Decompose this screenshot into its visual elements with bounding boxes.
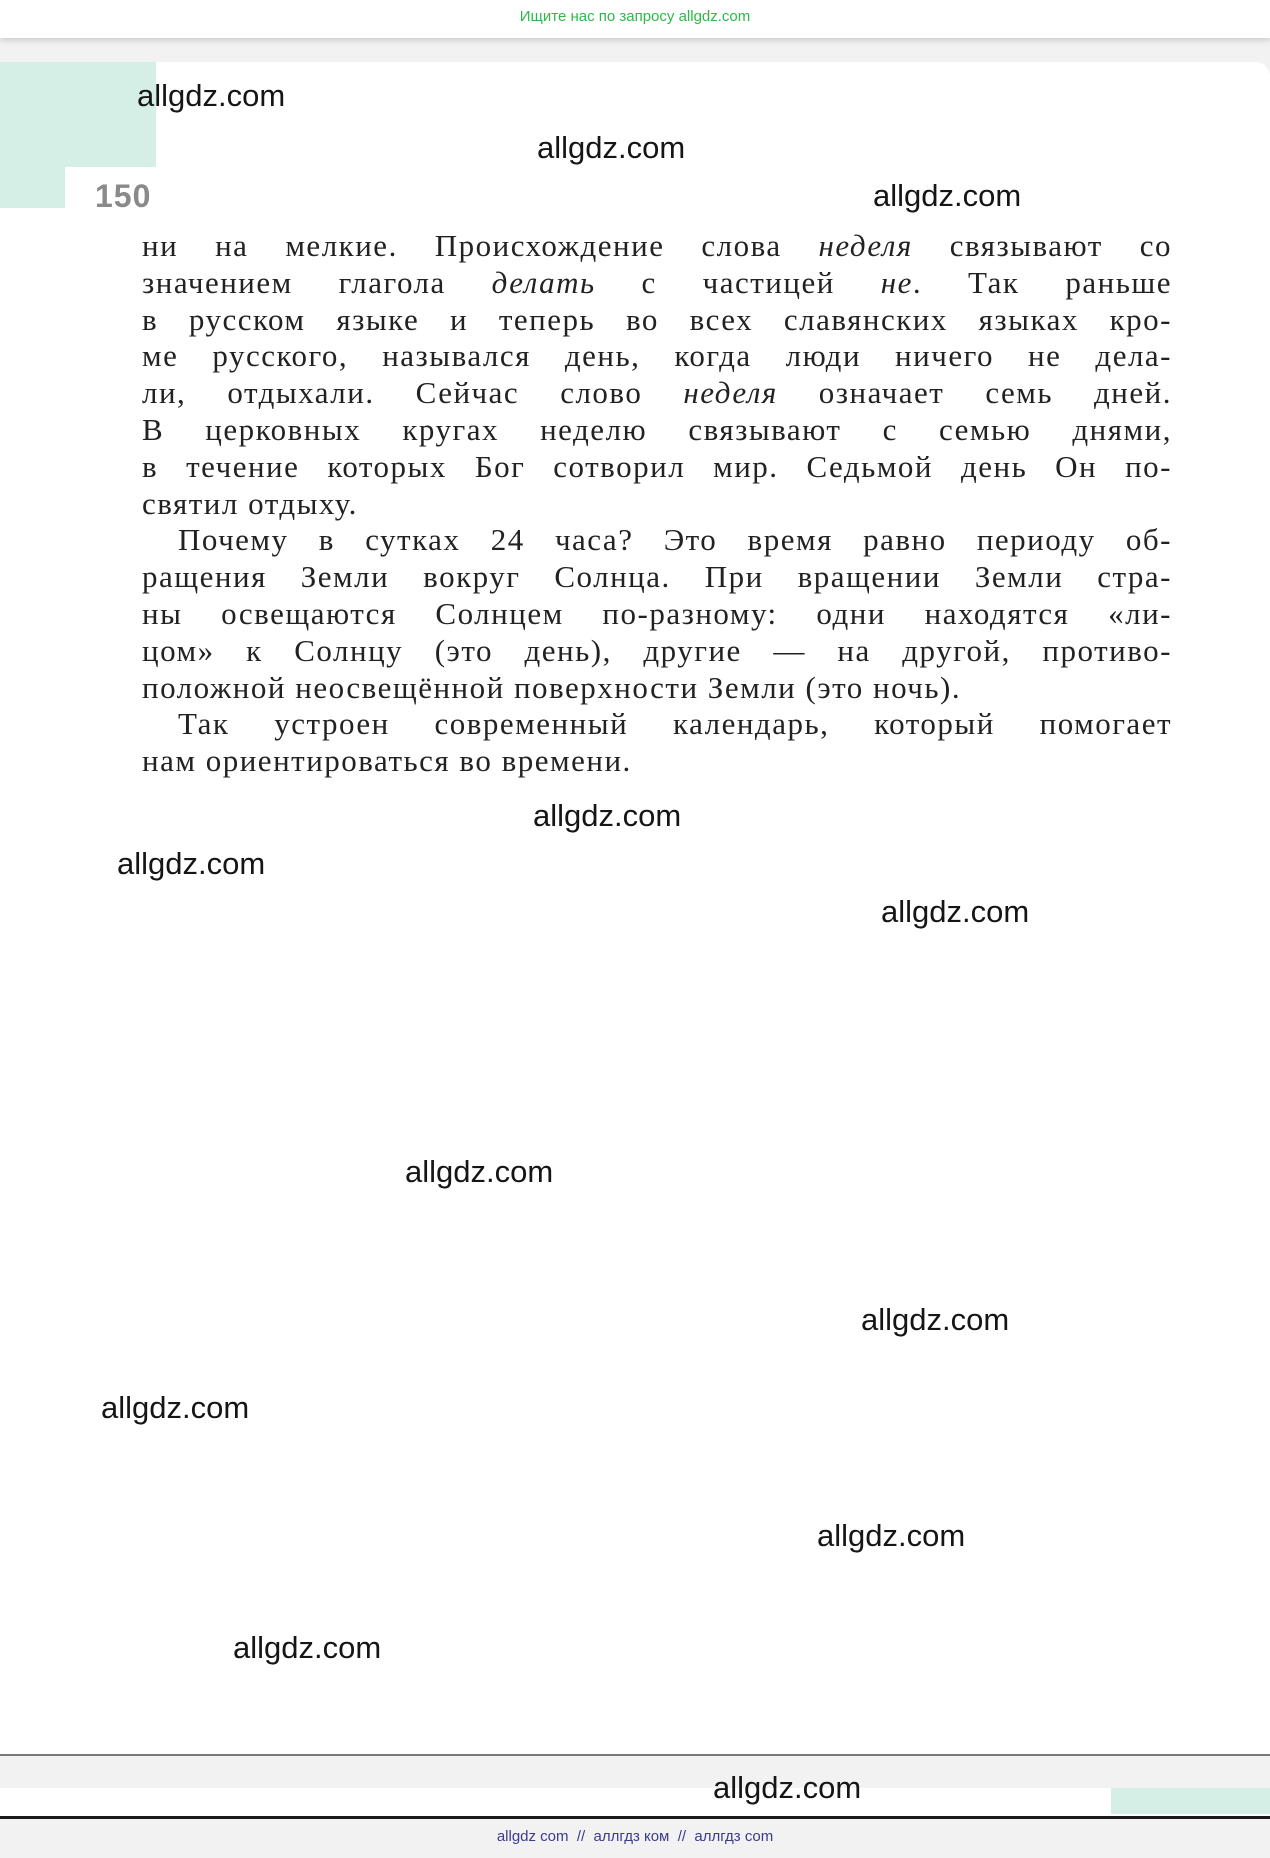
text-line: в течение которых Бог сотворил мир. Седьмой день Он по- <box>142 448 1172 484</box>
text-line: нам ориентироваться во времени. <box>142 743 632 779</box>
footer-divider <box>0 1816 1270 1819</box>
text-line: значением глагола делать с частицей не. Так раньше <box>142 264 1172 300</box>
text-line: ны освещаются Солнцем по-разному: одни находятся «ли- <box>142 595 1172 631</box>
watermark: allgdz.com <box>861 1302 1010 1337</box>
text-line: Почему в сутках 24 часа? Это время равно периоду об- <box>178 522 1172 558</box>
watermark: allgdz.com <box>873 178 1022 213</box>
watermark: allgdz.com <box>537 130 686 165</box>
watermark: allgdz.com <box>713 1770 862 1805</box>
text-line: цом» к Солнцу (это день), другие — на другой, противо- <box>142 632 1172 668</box>
watermark: allgdz.com <box>533 798 682 833</box>
top-banner <box>0 0 1270 38</box>
watermark: allgdz.com <box>405 1154 554 1189</box>
next-page-tab-decoration <box>1111 1788 1270 1814</box>
watermark: allgdz.com <box>233 1630 382 1665</box>
watermark: allgdz.com <box>137 78 286 113</box>
footer-link-allgdz[interactable]: allgdz com <box>496 1828 569 1845</box>
text-line: святил отдыху. <box>142 485 358 521</box>
banner-text[interactable]: Ищите нас по запросу allgdz.com <box>519 8 751 25</box>
text-line: в русском языке и теперь во всех славянских языках кро- <box>142 301 1172 337</box>
text-line: В церковных кругах неделю связывают с семью днями, <box>142 411 1172 447</box>
next-page-edge <box>0 1788 1270 1816</box>
page-number: 150 <box>95 178 152 214</box>
text-line: ли, отдыхали. Сейчас слово неделя означает семь дней. <box>142 375 1172 411</box>
watermark: allgdz.com <box>817 1518 966 1553</box>
footer-separator: // <box>677 1828 687 1845</box>
footer-links <box>0 1828 1270 1845</box>
corner-tab-decoration <box>0 62 65 208</box>
text-line: ращения Земли вокруг Солнца. При вращении Земли стра- <box>142 559 1172 595</box>
text-line: ме русского, назывался день, когда люди ничего не дела- <box>142 338 1172 374</box>
text-line: Так устроен современный календарь, который помогает <box>178 706 1172 742</box>
text-line: положной неосвещённой поверхности Земли (это ночь). <box>142 669 962 705</box>
footer-separator: // <box>576 1828 586 1845</box>
footer-link-allgdz-mixed[interactable]: аллгдз com <box>694 1828 774 1845</box>
text-line: ни на мелкие. Происхождение слова неделя связывают со <box>142 228 1172 263</box>
watermark: allgdz.com <box>101 1390 250 1425</box>
footer-link-allgdz-ru[interactable]: аллгдз ком <box>593 1828 670 1845</box>
watermark: allgdz.com <box>881 894 1030 929</box>
page-text <box>142 228 1172 780</box>
watermark: allgdz.com <box>117 846 266 881</box>
